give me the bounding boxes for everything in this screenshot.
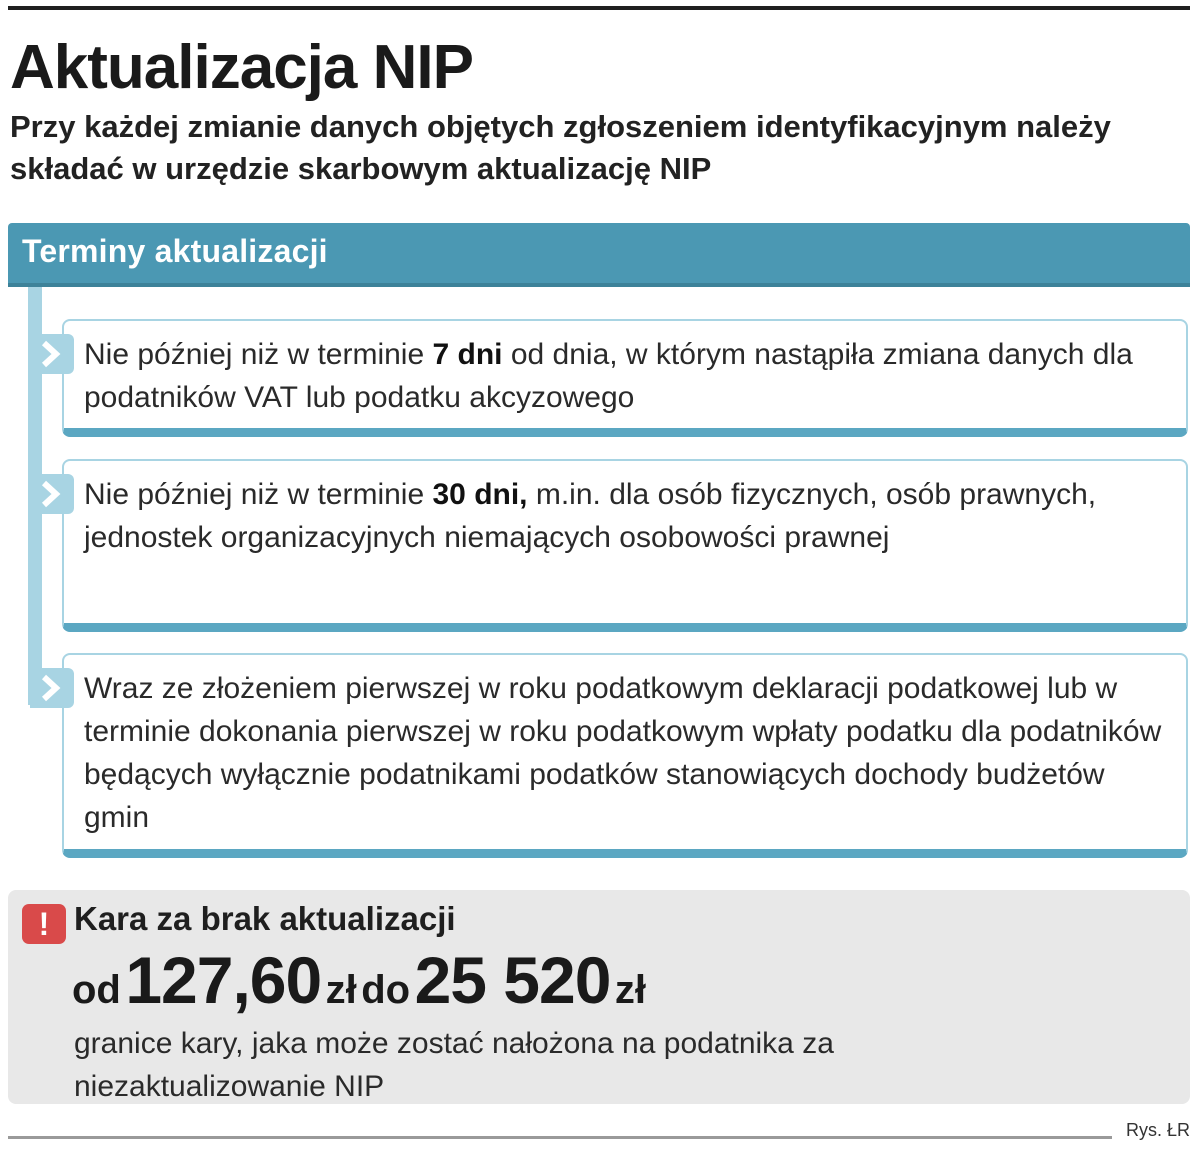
top-rule [8, 6, 1190, 10]
penalty-currency: zł [325, 968, 357, 1012]
deadline-item-first-declaration [62, 653, 1188, 858]
deadlines-heading: Terminy aktualizacji [22, 233, 328, 269]
page-title: Aktualizacja NIP [10, 33, 473, 102]
penalty-title: Kara za brak aktualizacji [74, 900, 456, 937]
deadline-item-text: Wraz ze złożeniem pierwszej w roku podatkowym deklaracji podatkowej lub w terminie dokonania pierwszej w roku podatkowym wpłaty podatku dla podatników będących wyłącznie podatnikami podatków stanowiących dochody budżetów gmin [84, 672, 1162, 834]
deadline-item-7-days [62, 319, 1188, 437]
penalty-to-word: do [361, 968, 411, 1012]
image-credit: Rys. ŁR [1125, 1120, 1190, 1140]
penalty-min-amount: 127,60 [125, 943, 322, 1017]
penalty-currency: zł [614, 968, 647, 1012]
penalty-box [8, 890, 1190, 1104]
bottom-rule [8, 1136, 1112, 1139]
deadlines-header [8, 223, 1190, 287]
penalty-range [72, 942, 646, 1018]
deadline-item-text: Nie później niż w terminie 7 dni od dnia, w którym nastąpiła zmiana danych dla podatników VAT lub podatku akcyzowego [84, 338, 1133, 414]
deadline-emphasis: 7 dni [432, 338, 503, 371]
page-subtitle: Przy każdej zmianie danych objętych zgłoszeniem identyfikacyjnym należy składać w urzędzie skarbowym aktualizację NIP [10, 109, 1111, 186]
chevron-right-icon [30, 474, 74, 514]
chevron-right-icon [30, 334, 74, 374]
penalty-description: granice kary, jaka może zostać nałożona na podatnika za niezaktualizowanie NIP [74, 1027, 834, 1103]
exclamation-icon: ! [22, 904, 66, 944]
penalty-from-word: od [72, 968, 121, 1012]
deadline-item-30-days [62, 459, 1188, 632]
chevron-right-icon [30, 668, 74, 708]
penalty-max-amount: 25 520 [414, 943, 611, 1017]
deadline-item-text: Nie później niż w terminie 30 dni, m.in. dla osób fizycznych, osób prawnych, jednostek organizacyjnych niemających osobowości prawnej [84, 478, 1097, 554]
deadline-emphasis: 30 dni, [432, 478, 528, 511]
